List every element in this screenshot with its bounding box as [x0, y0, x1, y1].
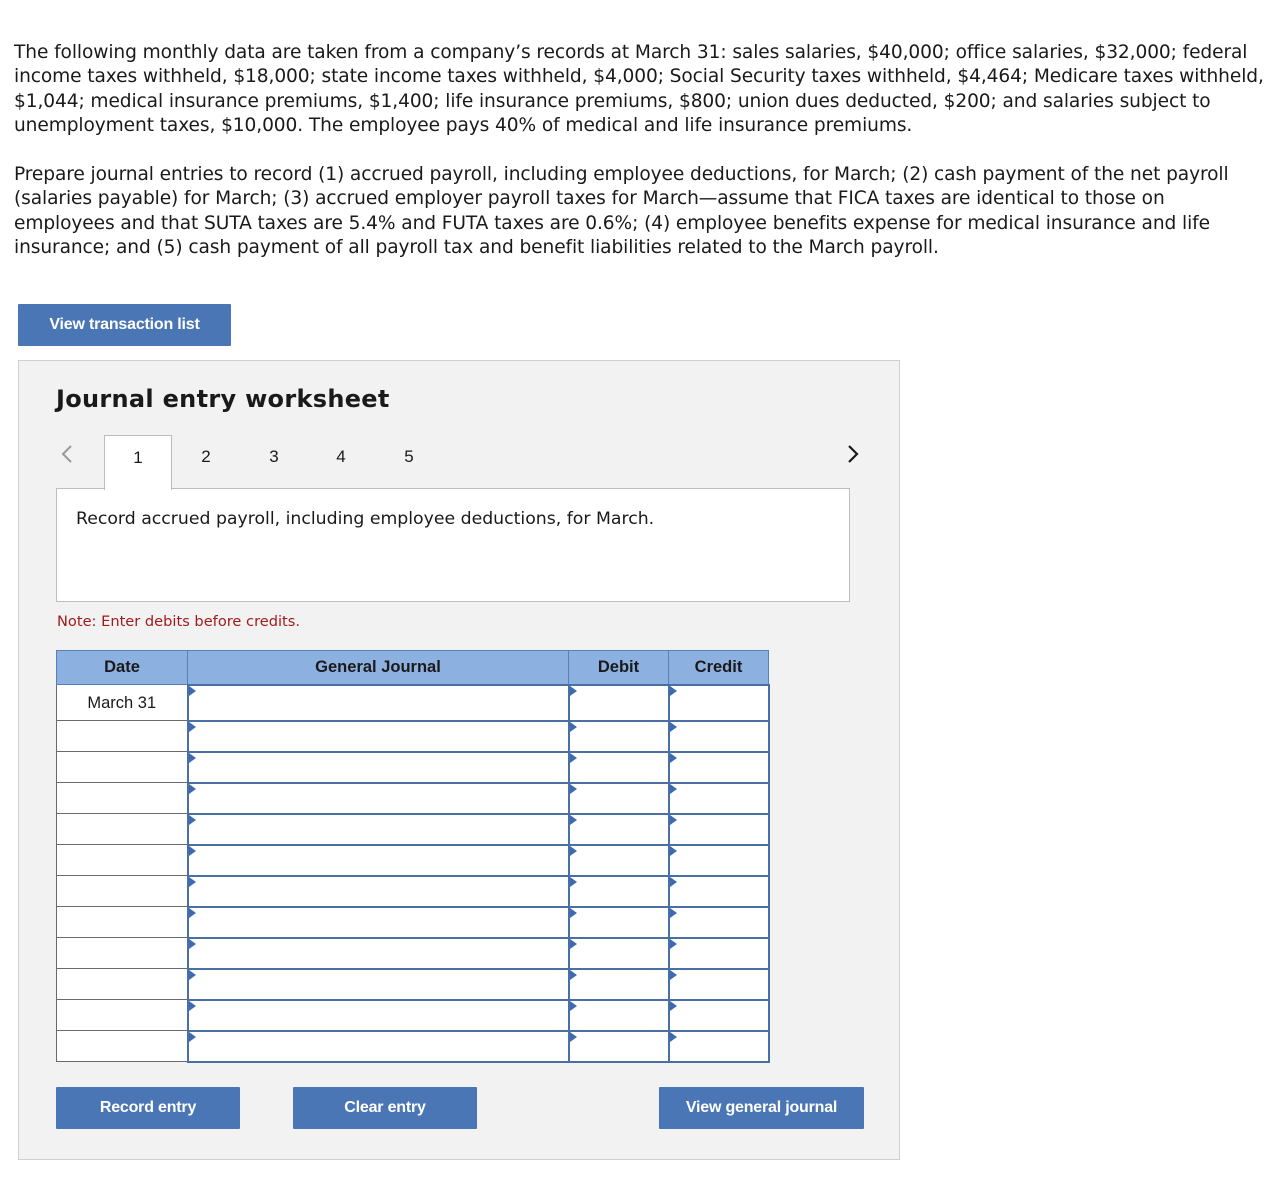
- credit-input-cell: [669, 783, 769, 814]
- debit-input[interactable]: [570, 877, 668, 906]
- account-input[interactable]: [189, 753, 568, 782]
- problem-paragraph-instructions: Prepare journal entries to record (1) accrued payroll, including employee deductions, for March; (2) cash payment of the net payroll (salaries payable) for March; (3) accrued employer payroll taxes for March—assume that FICA taxes are identical to those on employees and that SUTA taxes are 5.4% and FUTA taxes are 0.6%; (4) employee benefits expense for medical insurance and life insurance; and (5) cash payment of all payroll tax and benefit liabilities related to the March payroll.: [14, 164, 1229, 259]
- account-input-cell: [188, 845, 569, 876]
- date-cell: [57, 938, 188, 969]
- credit-input-cell: [669, 721, 769, 752]
- debit-input[interactable]: [570, 1001, 668, 1030]
- date-cell: March 31: [57, 685, 188, 721]
- instruction-text: Record accrued payroll, including employee deductions, for March.: [76, 509, 655, 529]
- table-row: [57, 938, 769, 969]
- account-input-cell: [188, 876, 569, 907]
- account-input[interactable]: [189, 722, 568, 751]
- date-cell: [57, 876, 188, 907]
- account-input-cell: [188, 721, 569, 752]
- account-input[interactable]: [189, 815, 568, 844]
- table-row: [57, 969, 769, 1000]
- view-general-journal-button[interactable]: View general journal: [659, 1087, 864, 1129]
- table-row: [57, 814, 769, 845]
- problem-statement: [14, 41, 1264, 285]
- date-cell: [57, 1000, 188, 1031]
- debit-column-header: Debit: [569, 651, 669, 685]
- credit-column-header: Credit: [669, 651, 769, 685]
- journal-body: [57, 685, 769, 1062]
- account-input-cell: [188, 685, 569, 721]
- debit-input-cell: [569, 814, 669, 845]
- account-input[interactable]: [189, 877, 568, 906]
- chevron-right-icon: [846, 443, 860, 465]
- credit-input[interactable]: [670, 939, 768, 968]
- account-input-cell: [188, 814, 569, 845]
- credit-input-cell: [669, 876, 769, 907]
- account-input[interactable]: [189, 846, 568, 875]
- debit-input[interactable]: [570, 908, 668, 937]
- credit-input[interactable]: [670, 686, 768, 720]
- account-input-cell: [188, 1000, 569, 1031]
- credit-input-cell: [669, 752, 769, 783]
- view-transaction-list-button[interactable]: View transaction list: [18, 304, 231, 346]
- account-input[interactable]: [189, 908, 568, 937]
- chevron-left-icon: [60, 443, 74, 465]
- credit-input[interactable]: [670, 1032, 768, 1061]
- tab-entry-5[interactable]: 5: [404, 447, 414, 466]
- credit-input-cell: [669, 1031, 769, 1062]
- debit-input-cell: [569, 721, 669, 752]
- debit-input[interactable]: [570, 939, 668, 968]
- table-row: [57, 1031, 769, 1062]
- credit-input[interactable]: [670, 815, 768, 844]
- debit-input-cell: [569, 685, 669, 721]
- worksheet-title: Journal entry worksheet: [56, 385, 390, 413]
- credit-input-cell: [669, 938, 769, 969]
- credit-input[interactable]: [670, 753, 768, 782]
- record-entry-button[interactable]: Record entry: [56, 1087, 240, 1129]
- previous-entry-button[interactable]: [55, 439, 79, 469]
- debit-input-cell: [569, 752, 669, 783]
- account-input-cell: [188, 969, 569, 1000]
- tab-entry-2[interactable]: 2: [201, 447, 211, 466]
- debit-input-cell: [569, 907, 669, 938]
- debit-input[interactable]: [570, 1032, 668, 1061]
- journal-header-row: [57, 651, 769, 685]
- credit-input-cell: [669, 1000, 769, 1031]
- instruction-box: [56, 488, 850, 602]
- account-input-cell: [188, 907, 569, 938]
- credit-input[interactable]: [670, 1001, 768, 1030]
- credit-input-cell: [669, 814, 769, 845]
- debit-input[interactable]: [570, 815, 668, 844]
- table-row: [57, 721, 769, 752]
- credit-input[interactable]: [670, 877, 768, 906]
- tab-entry-3[interactable]: 3: [269, 447, 279, 466]
- date-cell: [57, 814, 188, 845]
- date-column-header: Date: [57, 651, 188, 685]
- debit-input[interactable]: [570, 846, 668, 875]
- debit-input-cell: [569, 845, 669, 876]
- credit-input-cell: [669, 685, 769, 721]
- table-row: [57, 752, 769, 783]
- debit-input[interactable]: [570, 722, 668, 751]
- next-entry-button[interactable]: [841, 439, 865, 469]
- debit-input[interactable]: [570, 784, 668, 813]
- table-row: [57, 685, 769, 721]
- table-row: [57, 907, 769, 938]
- tab-entry-1[interactable]: 1: [104, 435, 172, 490]
- date-cell: [57, 1031, 188, 1062]
- account-input-cell: [188, 783, 569, 814]
- account-input-cell: [188, 938, 569, 969]
- credit-input[interactable]: [670, 908, 768, 937]
- general-journal-table: [56, 650, 770, 1063]
- debit-input-cell: [569, 876, 669, 907]
- date-cell: [57, 845, 188, 876]
- table-row: [57, 876, 769, 907]
- debit-input[interactable]: [570, 686, 668, 720]
- table-row: [57, 845, 769, 876]
- debit-credit-note: Note: Enter debits before credits.: [57, 613, 301, 630]
- date-cell: [57, 752, 188, 783]
- tab-entry-4[interactable]: 4: [336, 447, 346, 466]
- debit-input-cell: [569, 969, 669, 1000]
- date-cell: [57, 907, 188, 938]
- debit-input-cell: [569, 783, 669, 814]
- debit-input-cell: [569, 1000, 669, 1031]
- table-row: [57, 783, 769, 814]
- account-input[interactable]: [189, 1032, 568, 1061]
- debit-input-cell: [569, 938, 669, 969]
- credit-input[interactable]: [670, 722, 768, 751]
- debit-input[interactable]: [570, 970, 668, 999]
- account-input[interactable]: [189, 970, 568, 999]
- credit-input-cell: [669, 907, 769, 938]
- account-input[interactable]: [189, 939, 568, 968]
- account-input[interactable]: [189, 784, 568, 813]
- debit-input-cell: [569, 1031, 669, 1062]
- date-cell: [57, 721, 188, 752]
- account-input[interactable]: [189, 686, 568, 720]
- credit-input-cell: [669, 969, 769, 1000]
- problem-paragraph-data: The following monthly data are taken from a company’s records at March 31: sales salaries, $40,000; office salaries, $32,000; federal income taxes withheld, $18,000; state income taxes withheld, $4,000; Social Security taxes withheld, $4,464; Medicare taxes withheld, $1,044; medical insurance premiums, $1,400; life insurance premiums, $800; union dues deducted, $200; and salaries subject to unemployment taxes, $10,000. The employee pays 40% of medical and life insurance premiums.: [14, 42, 1264, 136]
- date-cell: [57, 969, 188, 1000]
- date-cell: [57, 783, 188, 814]
- credit-input-cell: [669, 845, 769, 876]
- credit-input[interactable]: [670, 846, 768, 875]
- account-input-cell: [188, 1031, 569, 1062]
- credit-input[interactable]: [670, 970, 768, 999]
- account-input-cell: [188, 752, 569, 783]
- table-row: [57, 1000, 769, 1031]
- clear-entry-button[interactable]: Clear entry: [293, 1087, 477, 1129]
- general-journal-column-header: General Journal: [188, 651, 569, 685]
- account-input[interactable]: [189, 1001, 568, 1030]
- credit-input[interactable]: [670, 784, 768, 813]
- journal-entry-worksheet: [18, 360, 900, 1160]
- debit-input[interactable]: [570, 753, 668, 782]
